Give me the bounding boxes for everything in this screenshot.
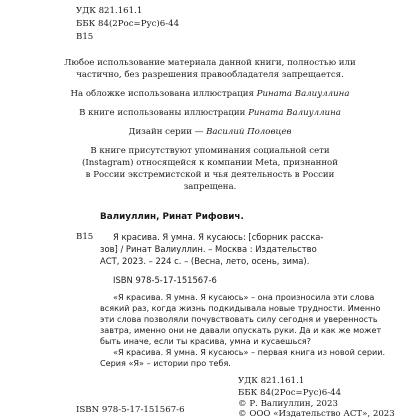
top-code: В15: [76, 32, 94, 42]
annotation-line-6: «Я красива. Я умна. Я кусаюсь» – первая книга из новой серии.: [113, 347, 386, 357]
catalog-isbn: ISBN 978-5-17-151567-6: [113, 275, 217, 285]
top-bbk: ББК 84(2Рос=Рус)6-44: [76, 19, 180, 29]
top-udk: УДК 821.161.1: [76, 6, 143, 16]
bottom-bbk: ББК 84(2Рос=Рус)6-44: [238, 388, 342, 398]
bottom-copyright-publisher: © ООО «Издательство АСТ», 2023: [238, 409, 395, 419]
annotation-line-3: эти слова позволяли почувствовать силу сегодня и уверенность: [100, 314, 378, 324]
annotation-line-5: быть иначе, если ты красива, умна и кусаешься?: [100, 336, 311, 346]
bottom-copyright-author: © Р. Валиуллин, 2023: [238, 399, 338, 409]
series-designer-name: Василий Половцев: [206, 127, 292, 137]
meta-notice-line-2: (Instagram) относящейся к компании Meta, признанной: [82, 158, 338, 168]
copyright-notice-line-2: частично, без разрешения правообладателя запрещается.: [76, 70, 344, 80]
meta-notice-line-4: запрещена.: [183, 182, 237, 192]
series-design-note: [0, 127, 420, 138]
bottom-udk: УДК 821.161.1: [238, 376, 305, 386]
meta-notice-line-1: В книге присутствуют упоминания социальной сети: [90, 146, 330, 156]
annotation-line-4: завтра, именно они не давали опускать руки. Да и как же может: [100, 325, 382, 335]
annotation-line-7: Серия «Я» – истории про тебя.: [100, 358, 231, 368]
catalog-entry-line-2: зов] / Ринат Валиуллин. – Москва : Издательство: [100, 244, 317, 254]
series-design-prefix: Дизайн серии —: [128, 127, 207, 137]
inside-illustration-prefix: В книге использованы иллюстрации: [79, 108, 249, 118]
catalog-code: В15: [76, 232, 94, 242]
copyright-notice-line-1: Любое использование материала данной книги, полностью или: [64, 58, 356, 68]
bottom-isbn: ISBN 978-5-17-151567-6: [76, 405, 185, 415]
annotation-line-2: всякий раз, когда жизнь подкидывала новые трудности. Именно: [100, 303, 381, 313]
catalog-entry-line-3: АСТ, 2023. – 224 с. – (Весна, лето, осень, зима).: [100, 256, 310, 266]
cover-illustration-note: [0, 89, 420, 100]
inside-illustrator-name: Рината Валиуллина: [248, 108, 341, 118]
meta-notice-line-3: в России экстремистской и чья деятельность в России: [85, 170, 335, 180]
inside-illustration-note: [0, 108, 420, 119]
annotation-line-1: «Я красива. Я умна. Я кусаюсь» – она произносила эти слова: [113, 292, 375, 302]
catalog-entry-line-1: Я красива. Я умна. Я кусаюсь: [сборник расска-: [113, 232, 324, 242]
catalog-author-heading: Валиуллин, Ринат Рифович.: [100, 212, 244, 222]
cover-illustrator-name: Рината Валиуллина: [256, 89, 350, 99]
cover-illustration-prefix: На обложке использована иллюстрация: [70, 89, 257, 99]
